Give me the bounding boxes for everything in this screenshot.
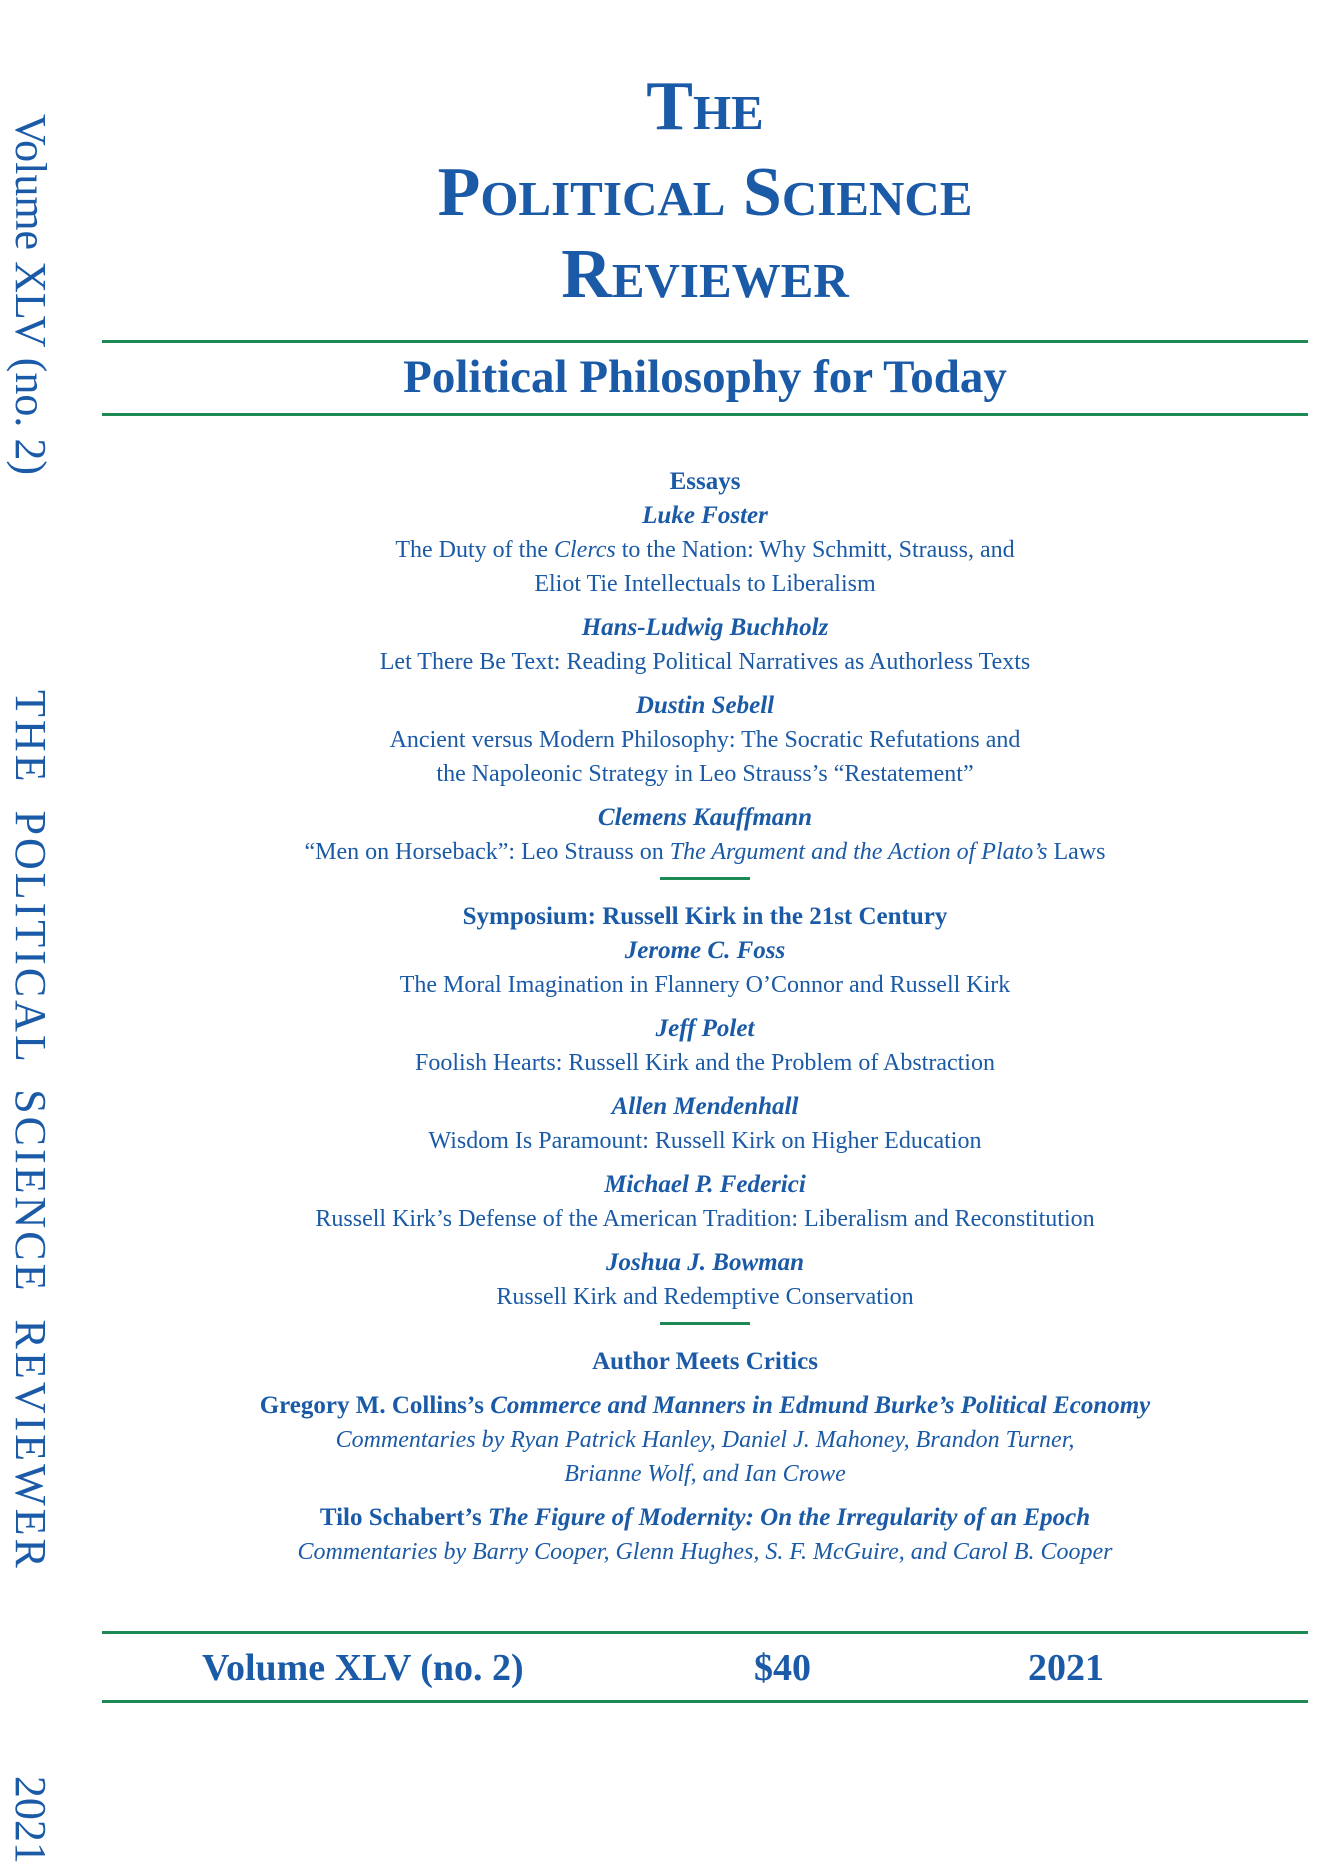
essay-author: Dustin Sebell (635, 692, 775, 719)
symposium-author: Michael P. Federici (604, 1171, 806, 1198)
essay-entry (102, 689, 1308, 791)
essay-title: The Duty of the Clercs to the Nation: Why Schmitt, Strauss, and (395, 537, 1015, 563)
spine-text (6, 114, 55, 1864)
masthead-line-1: The (646, 68, 764, 145)
top-rule (102, 340, 1308, 343)
table-of-contents (102, 465, 1308, 1569)
book-commentaries: Commentaries by Barry Cooper, Glenn Hughes, S. F. McGuire, and Carol B. Cooper (297, 1539, 1113, 1565)
symposium-title: Russell Kirk’s Defense of the American Tradition: Liberalism and Reconstitution (315, 1206, 1095, 1232)
symposium-title: Foolish Hearts: Russell Kirk and the Problem of Abstraction (415, 1050, 995, 1076)
essay-entry (102, 801, 1308, 869)
front-cover (102, 0, 1308, 1779)
symposium-title: Wisdom Is Paramount: Russell Kirk on Higher Education (428, 1128, 982, 1154)
symposium-entry (102, 934, 1308, 1002)
symposium-entry (102, 1168, 1308, 1236)
cover-footer (102, 1640, 1308, 1696)
symposium-author: Jeff Polet (655, 1015, 755, 1042)
essay-title: “Men on Horseback”: Leo Strauss on The Argument and the Action of Plato’s Laws (304, 839, 1106, 865)
footer-bottom-rule (102, 1700, 1308, 1703)
spine-year: 2021 (6, 1775, 55, 1864)
essay-title: Ancient versus Modern Philosophy: The Socratic Refutations and (389, 727, 1021, 753)
essay-entry (102, 499, 1308, 601)
symposium-author: Jerome C. Foss (624, 937, 786, 964)
symposium-author: Allen Mendenhall (611, 1093, 799, 1120)
spine (0, 0, 86, 1864)
subtitle-rule (102, 413, 1308, 416)
footer-top-rule (102, 1631, 1308, 1634)
footer-volume: Volume XLV (no. 2) (202, 1647, 524, 1689)
essay-title-line-2: Eliot Tie Intellectuals to Liberalism (534, 571, 876, 597)
book-entry (102, 1389, 1308, 1491)
masthead-line-2: Political Science (437, 154, 973, 231)
book-title: Gregory M. Collins’s Commerce and Manners in Edmund Burke’s Political Economy (259, 1392, 1151, 1419)
essay-title: Let There Be Text: Reading Political Narratives as Authorless Texts (379, 649, 1031, 675)
footer-year: 2021 (1028, 1647, 1104, 1689)
author-meets-critics-heading: Author Meets Critics (592, 1348, 818, 1375)
essays-heading: Essays (669, 468, 741, 495)
essay-title-line-2: the Napoleonic Strategy in Leo Strauss’s “Restatement” (436, 761, 974, 787)
symposium-entry (102, 1012, 1308, 1080)
book-commentaries-line-2: Brianne Wolf, and Ian Crowe (564, 1461, 846, 1487)
symposium-title: The Moral Imagination in Flannery O’Connor and Russell Kirk (399, 972, 1011, 998)
masthead-line-3: Reviewer (561, 236, 849, 313)
symposium-entry (102, 1090, 1308, 1158)
book-commentaries: Commentaries by Ryan Patrick Hanley, Daniel J. Mahoney, Brandon Turner, (335, 1427, 1075, 1453)
section-divider (660, 1322, 750, 1325)
symposium-title: Russell Kirk and Redemptive Conservation (496, 1284, 914, 1310)
essay-author: Clemens Kauffmann (597, 804, 813, 831)
symposium-heading: Symposium: Russell Kirk in the 21st Century (462, 903, 948, 930)
symposium-entry (102, 1246, 1308, 1314)
symposium-author: Joshua J. Bowman (606, 1249, 804, 1276)
spine-volume: Volume XLV (no. 2) (6, 114, 55, 475)
section-divider (660, 877, 750, 880)
book-entry (102, 1501, 1308, 1569)
issue-subtitle: Political Philosophy for Today (403, 351, 1007, 403)
book-title: Tilo Schabert’s The Figure of Modernity: On the Irregularity of an Epoch (319, 1504, 1091, 1531)
spine-title: THE POLITICAL SCIENCE REVIEWER (6, 689, 55, 1571)
footer-price: $40 (754, 1647, 811, 1689)
essay-entry (102, 611, 1308, 679)
essay-author: Hans-Ludwig Buchholz (581, 614, 829, 641)
essay-author: Luke Foster (642, 502, 768, 529)
